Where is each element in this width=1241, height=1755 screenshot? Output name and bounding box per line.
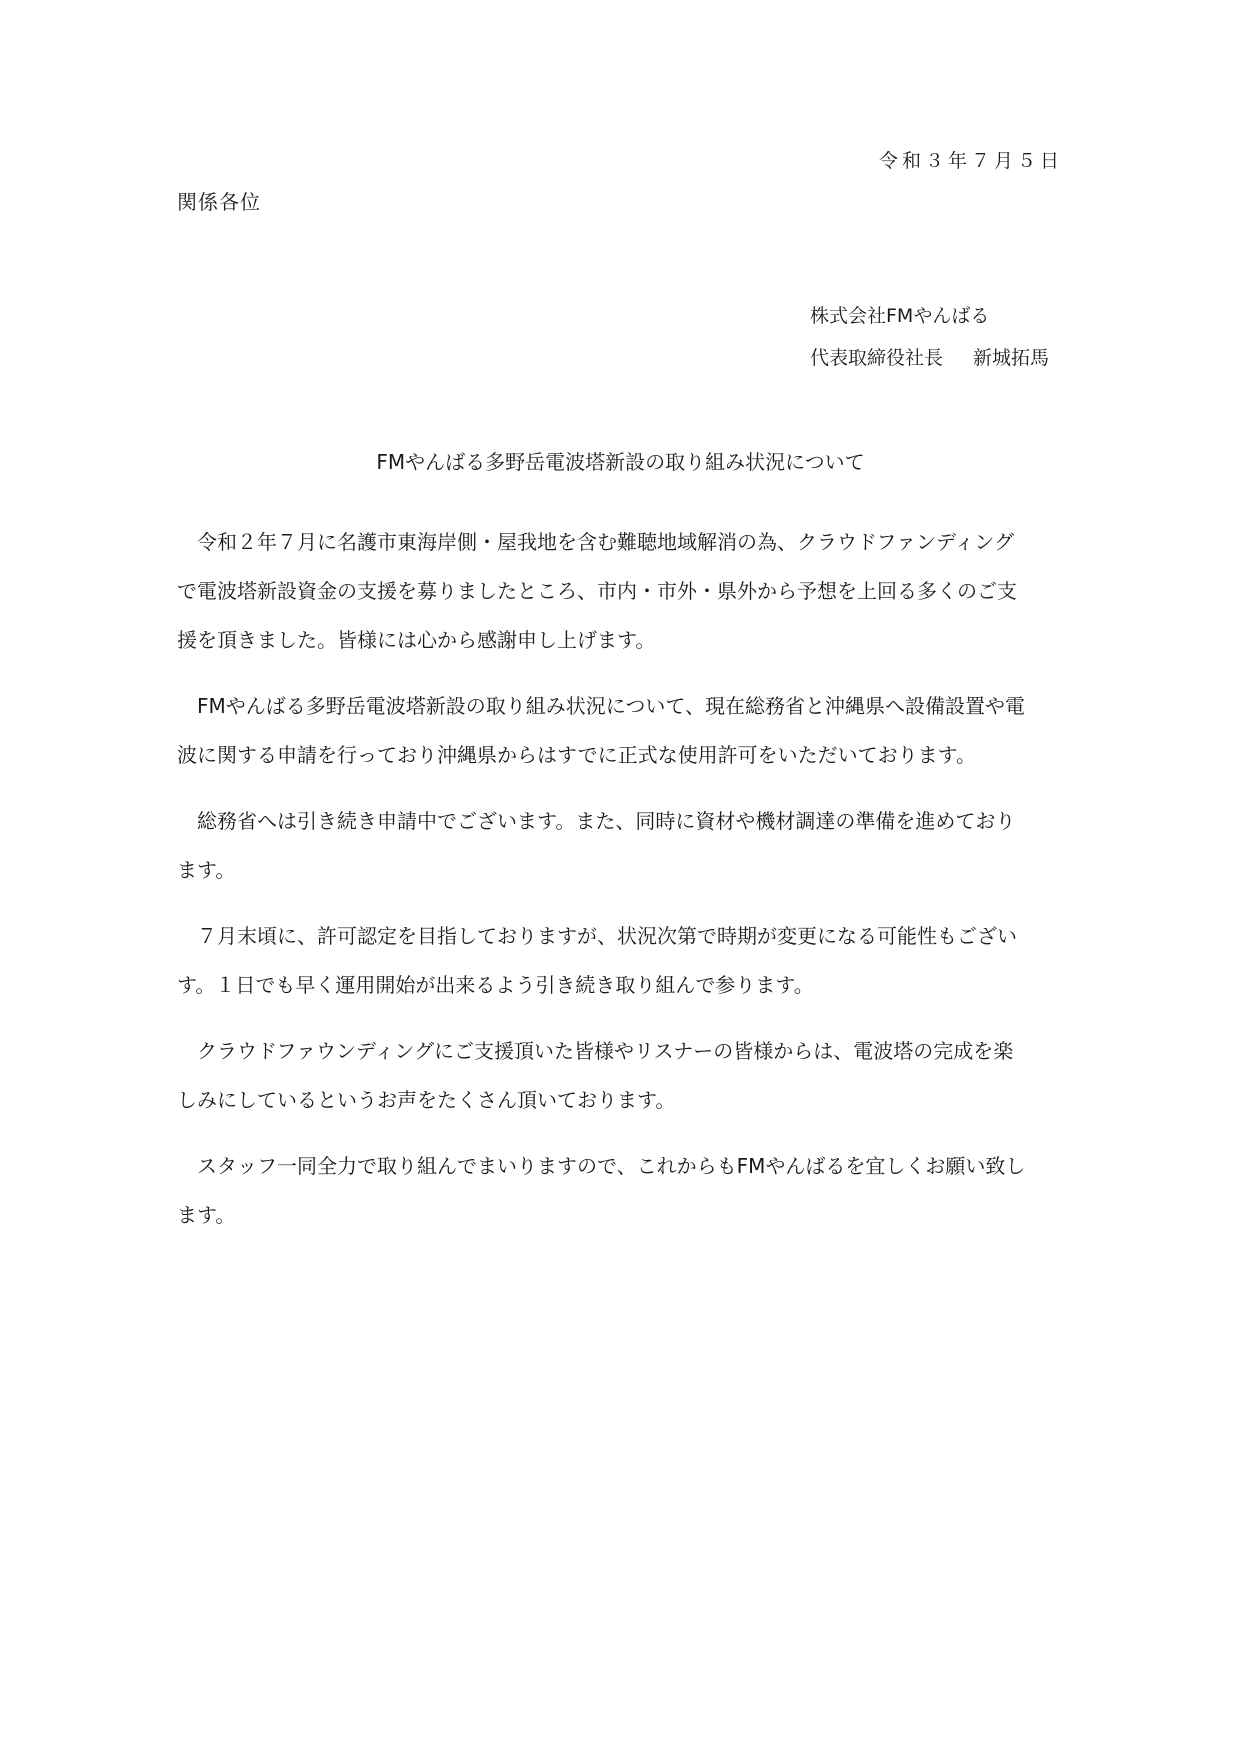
body-paragraph-4 (177, 912, 1065, 1010)
sender-block (810, 295, 1049, 379)
body-line: スタッフ一同全力で取り組んでまいりますので、これからもFMやんばるを宜しくお願い致し (197, 1154, 1026, 1178)
body-line: 総務省へは引き続き申請中でございます。また、同時に資材や機材調達の準備を進めており (197, 809, 1016, 833)
sender-ceo-title: 代表取締役社長 (810, 347, 944, 369)
body-line: しみにしているというお声をたくさん頂いております。 (177, 1088, 676, 1112)
document-date: 令和３年７月５日 (878, 150, 1063, 172)
body-paragraph-5 (177, 1027, 1065, 1125)
body-line: FMやんばる多野岳電波塔新設の取り組み状況について、現在総務省と沖縄県へ設備設置や電 (197, 694, 1025, 718)
body-paragraph-1 (177, 518, 1065, 665)
body-line: す。１日でも早く運用開始が出来るよう引き続き取り組んで参ります。 (177, 973, 814, 997)
sender-ceo-name: 新城拓馬 (973, 347, 1050, 369)
body-line: ７月末頃に、許可認定を目指しておりますが、状況次第で時期が変更になる可能性もござい (197, 924, 1017, 948)
sender-company: 株式会社FMやんばる (810, 305, 990, 327)
addressee: 関係各位 (177, 190, 261, 214)
document-title: FMやんばる多野岳電波塔新設の取り組み状況について (376, 450, 865, 474)
body-line: ます。 (177, 858, 236, 882)
body-line: クラウドファウンディングにご支援頂いた皆様やリスナーの皆様からは、電波塔の完成を楽 (197, 1039, 1014, 1063)
body-line: で電波塔新設資金の支援を募りましたところ、市内・市外・県外から予想を上回る多くのご支 (177, 579, 1017, 603)
body-line: 令和２年７月に名護市東海岸側・屋我地を含む難聴地域解消の為、クラウドファンディング (197, 530, 1014, 554)
sender-ceo (810, 337, 1049, 379)
body-line: 波に関する申請を行っており沖縄県からはすでに正式な使用許可をいただいております。 (177, 743, 976, 767)
body-paragraph-2 (177, 682, 1065, 780)
body-paragraph-3 (177, 797, 1065, 895)
body-paragraph-6 (177, 1142, 1065, 1240)
body-line: ます。 (177, 1203, 236, 1227)
document-body (177, 518, 1065, 1257)
body-line: 援を頂きました。皆様には心から感謝申し上げます。 (177, 628, 656, 652)
